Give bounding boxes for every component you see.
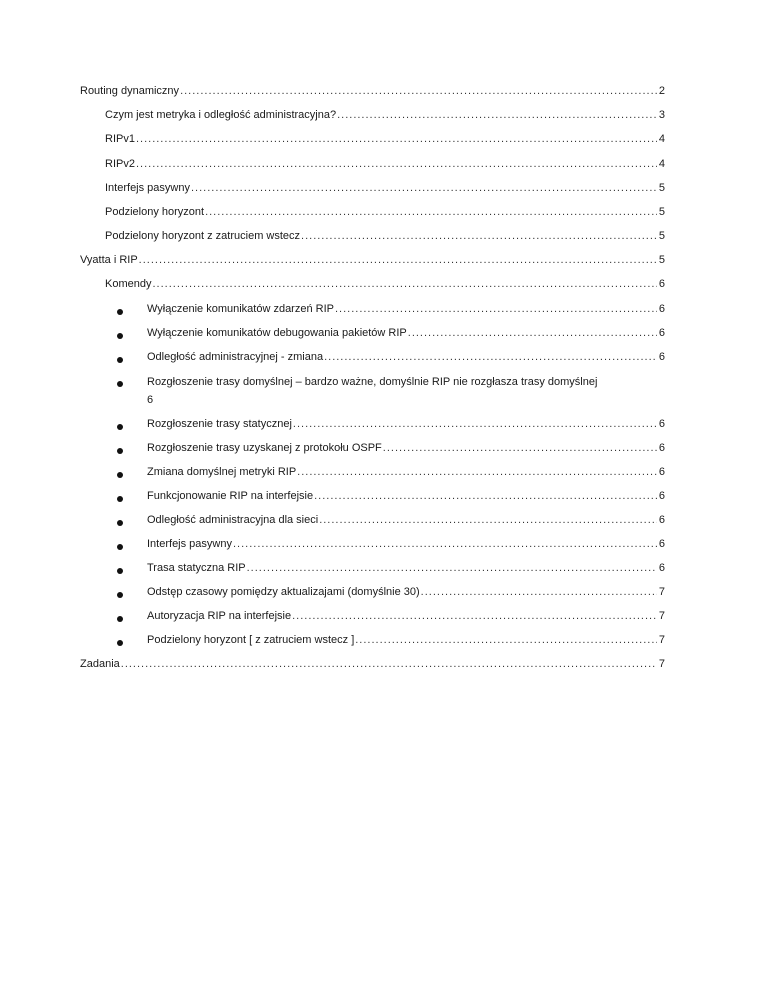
toc-entry-label: Podzielony horyzont [ z zatruciem wstecz ] [147,634,355,646]
toc-page-number: 6 [658,538,665,550]
toc-entry-label: Autoryzacja RIP na interfejsie [147,610,292,622]
toc-leader-dots [319,513,657,527]
bullet-icon [117,309,123,315]
toc-page-number: 6 [658,514,665,526]
toc-entry-label: Interfejs pasywny [147,538,232,550]
toc-page-number: 5 [658,206,665,218]
toc-entry-label: Odległość administracyjnej - zmiana [147,351,324,363]
toc-leader-dots [324,350,657,364]
toc-page-number: 4 [658,158,665,170]
toc-page-number: 6 [658,351,665,363]
toc-entry-metryka[interactable] [105,108,665,122]
toc-entry-label: Czym jest metryka i odległość administracyjna? [105,109,337,121]
toc-leader-dots [314,489,657,503]
toc-entry-label: Odstęp czasowy pomiędzy aktualizajami (domyślnie 30) [147,586,420,598]
toc-entry-interfejs-pasywny-2[interactable] [147,537,665,551]
toc-entry-label: Komendy [105,278,152,290]
bullet-icon [117,333,123,339]
toc-leader-dots [152,277,656,291]
toc-entry-label: Zmiana domyślnej metryki RIP [147,466,297,478]
toc-leader-dots [421,585,657,599]
toc-entry-trasa-ospf[interactable] [147,441,665,455]
toc-entry-ripv2[interactable] [105,157,665,171]
bullet-icon [117,520,123,526]
bullet-icon [117,357,123,363]
toc-entry-podzielony-horyzont[interactable] [105,205,665,219]
toc-entry-trasa-statyczna-rip[interactable] [147,561,665,575]
toc-entry-ripv1[interactable] [105,132,665,146]
bullet-icon [117,640,123,646]
toc-leader-dots [335,302,657,316]
toc-page-number: 7 [658,610,665,622]
toc-page-number: 6 [658,303,665,315]
bullet-icon [117,592,123,598]
toc-entry-label: Vyatta i RIP [80,254,138,266]
toc-leader-dots [355,633,657,647]
toc-entry-label: Zadania [80,658,120,670]
toc-entry-label: Wyłączenie komunikatów debugowania pakietów RIP [147,327,407,339]
toc-leader-dots [293,417,657,431]
toc-page-number: 6 [658,418,665,430]
toc-leader-dots [139,253,657,267]
toc-entry-vyatta-i-rip[interactable] [80,253,665,267]
toc-entry-wylaczenie-debug[interactable] [147,326,665,340]
toc-entry-label: Routing dynamiczny [80,85,180,97]
toc-page-number: 5 [658,254,665,266]
bullet-icon [117,381,123,387]
toc-page-number: 6 [658,327,665,339]
toc-leader-dots [136,132,657,146]
bullet-icon [117,448,123,454]
toc-entry-autoryzacja[interactable] [147,609,665,623]
toc-entry-label: Rozgłoszenie trasy statycznej [147,418,292,430]
toc-entry-label: Rozgłoszenie trasy uzyskanej z protokołu OSPF [147,442,382,454]
toc-entry-odleglosc-zmiana[interactable] [147,350,665,364]
toc-page-number: 6 [658,442,665,454]
toc-entry-label: Interfejs pasywny [105,182,190,194]
toc-leader-dots [292,609,657,623]
toc-page-number: 6 [658,466,665,478]
bullet-icon [117,544,123,550]
toc-entry-wylaczenie-zdarzen[interactable] [147,302,665,316]
toc-entry-odstep-czasowy[interactable] [147,585,665,599]
toc-entry-label: Podzielony horyzont z zatruciem wstecz [105,230,301,242]
toc-leader-dots [297,465,657,479]
toc-page-number: 5 [658,182,665,194]
toc-entry-label: RIPv2 [105,158,135,170]
toc-entry-interfejs-pasywny[interactable] [105,181,665,195]
bullet-icon [117,568,123,574]
toc-entry-rip-interfejs[interactable] [147,489,665,503]
toc-leader-dots [191,181,657,195]
bullet-icon [117,472,123,478]
bullet-icon [117,496,123,502]
toc-entry-metryka-domyslna[interactable] [147,465,665,479]
toc-page-number: 5 [658,230,665,242]
toc-page-number: 4 [658,133,665,145]
toc-entry-podzielony-horyzont-zatrucie[interactable] [105,229,665,243]
toc-page-number: 7 [658,586,665,598]
toc-entry-label: Funkcjonowanie RIP na interfejsie [147,490,314,502]
toc-leader-dots [383,441,657,455]
toc-leader-dots [301,229,657,243]
toc-entry-podzielony-horyzont-2[interactable] [147,633,665,647]
toc-entry-label: RIPv1 [105,133,135,145]
toc-page-number: 6 [658,490,665,502]
toc-entry-label: Odległość administracyjna dla sieci [147,514,319,526]
bullet-icon [117,424,123,430]
toc-page-number: 3 [658,109,665,121]
toc-page-number: 7 [658,658,665,670]
toc-page-number: 6 [658,562,665,574]
toc-leader-dots [233,537,657,551]
toc-leader-dots [121,657,657,671]
toc-entry-odleglosc-sieci[interactable] [147,513,665,527]
toc-entry-routing-dynamiczny[interactable] [80,84,665,98]
toc-entry-label: Rozgłoszenie trasy domyślnej – bardzo ważne, domyślnie RIP nie rozgłasza trasy domyślnej [147,376,598,388]
toc-page-number: 7 [658,634,665,646]
toc-entry-label: Wyłączenie komunikatów zdarzeń RIP [147,303,334,315]
toc-page-number: 6 [147,394,154,406]
toc-entry-label: Trasa statyczna RIP [147,562,246,574]
toc-page-number: 2 [658,85,665,97]
toc-leader-dots [205,205,657,219]
toc-entry-label: Podzielony horyzont [105,206,205,218]
toc-leader-dots [337,108,657,122]
toc-leader-dots [247,561,657,575]
toc-leader-dots [180,84,657,98]
toc-leader-dots [408,326,657,340]
toc-entry-trasa-domyslna[interactable] [147,373,665,409]
toc-entry-zadania[interactable] [80,657,665,671]
bullet-icon [117,616,123,622]
toc-entry-trasa-statyczna[interactable] [147,417,665,431]
toc-leader-dots [136,157,657,171]
toc-entry-komendy[interactable] [105,277,665,291]
toc-page-number: 6 [658,278,665,290]
